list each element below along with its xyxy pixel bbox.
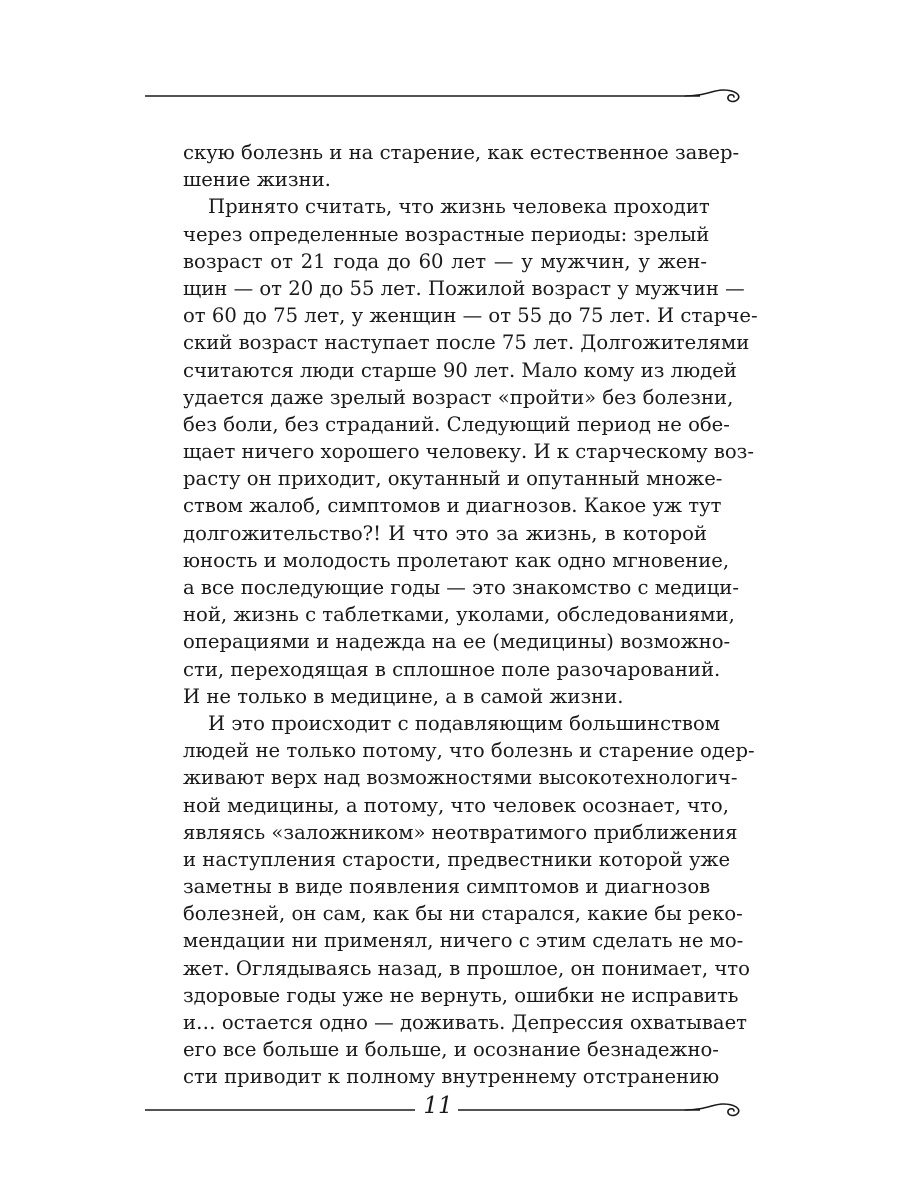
paragraph — [183, 139, 740, 193]
text-line: Принято считать, что жизнь человека проходит — [208, 195, 710, 219]
text-line: его все больше и больше, и осознание безнадежно- — [183, 1038, 719, 1062]
text-line: долгожительство?! И что это за жизнь, в которой — [183, 521, 707, 545]
text-line: без боли, без страданий. Следующий период не обе- — [183, 412, 730, 436]
text-line: И не только в медицине, а в самой жизни. — [183, 684, 624, 708]
text-line: от 60 до 75 лет, у женщин — от 55 до 75 лет. И старче- — [183, 304, 758, 328]
text-line: заметны в виде появления симптомов и диагнозов — [183, 875, 711, 899]
text-line: операциями и надежда на ее (медицины) возможно- — [183, 630, 731, 654]
text-line: сти приводит к полному внутреннему отстранению — [183, 1065, 720, 1089]
text-line: ский возраст наступает после 75 лет. Долгожителями — [183, 331, 750, 355]
text-line: скую болезнь и на старение, как естественное завер- — [183, 141, 740, 164]
top-ornamental-rule — [145, 84, 745, 108]
text-line: ной медицины, а потому, что человек осознает, что, — [183, 793, 729, 817]
body-text — [183, 139, 758, 1091]
text-line: людей не только потому, что болезнь и старение одер- — [183, 739, 755, 763]
text-line: щает ничего хорошего человеку. И к старческому воз- — [183, 440, 754, 464]
text-line: щин — от 20 до 55 лет. Пожилой возраст у мужчин — — [183, 276, 745, 300]
text-line: сти, переходящая в сплошное поле разочарований. — [183, 657, 721, 681]
text-line: здоровые годы уже не вернуть, ошибки не исправить — [183, 983, 739, 1007]
text-line: считаются люди старше 90 лет. Мало кому из людей — [183, 358, 737, 382]
text-line: и… остается одно — доживать. Депрессия охватывает — [183, 1011, 748, 1034]
text-line: жет. Оглядываясь назад, в прошлое, он понимает, что — [183, 956, 750, 980]
text-line: являясь «заложником» неотвратимого приближения — [183, 820, 738, 844]
text-line: живают верх над возможностями высокотехнологич- — [183, 766, 738, 790]
text-line: удается даже зрелый возраст «пройти» без болезни, — [183, 385, 734, 409]
text-line: И это происходит с подавляющим большинством — [208, 711, 720, 735]
text-line: возраст от 21 года до 60 лет — у мужчин, у жен- — [183, 249, 707, 273]
text-line: расту он приходит, окутанный и опутанный множе- — [183, 467, 723, 491]
text-line: юность и молодость пролетают как одно мгновение, — [183, 548, 730, 572]
text-line: ством жалоб, симптомов и диагнозов. Какое уж тут — [183, 494, 722, 518]
flourish-swirl-icon — [685, 1104, 739, 1115]
page-number: 11 — [421, 1092, 455, 1120]
text-line: через определенные возрастные периоды: зрелый — [183, 222, 710, 246]
text-line: болезней, он сам, как бы ни старался, какие бы реко- — [183, 902, 743, 926]
paragraph — [183, 193, 758, 710]
flourish-swirl-icon — [685, 90, 739, 101]
text-line: мендации ни применял, ничего с этим сделать не мо- — [183, 929, 744, 953]
text-line: а все последующие годы — это знакомство с медици- — [183, 576, 739, 599]
paragraph — [183, 710, 755, 1091]
text-line: и наступления старости, предвестники которой уже — [183, 847, 731, 871]
text-line: шение жизни. — [183, 168, 331, 192]
text-line: ной, жизнь с таблетками, уколами, обследованиями, — [183, 603, 735, 627]
